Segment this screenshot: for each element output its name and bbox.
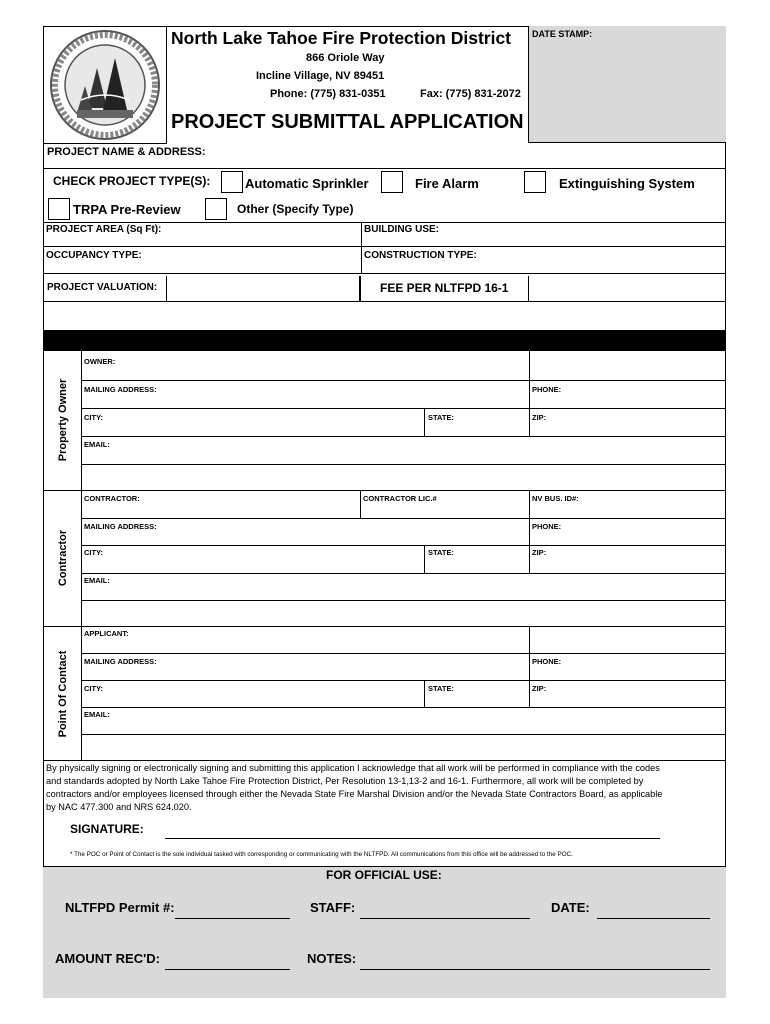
owner-email-label: EMAIL: [84,440,110,449]
owner-mailing-divider [529,381,530,409]
official-use-heading: FOR OFFICIAL USE: [326,868,442,882]
contractor-section-label: Contractor [57,529,69,587]
notes-input[interactable] [360,951,710,970]
owner-row-divider [529,351,530,381]
occupancy-label: OCCUPANCY TYPE: [46,250,142,261]
contractor-mailing-label: MAILING ADDRESS: [84,522,157,531]
poc-city-row[interactable] [82,681,726,708]
construction-label: CONSTRUCTION TYPE: [364,250,477,261]
area-label: PROJECT AREA (Sq Ft): [46,224,162,235]
other-label: Other (Specify Type) [237,202,354,216]
owner-state-divider [424,409,425,437]
contractor-label: CONTRACTOR: [84,494,140,503]
date-stamp-label: DATE STAMP: [532,29,593,39]
official-use-box [43,866,726,998]
fee-label: FEE PER NLTFPD 16-1 [380,281,509,295]
contractor-bus-divider [529,491,530,519]
poc-section-label: Point Of Contact [57,650,69,738]
owner-state-label: STATE: [428,413,454,422]
statement-line-3: contractors and/or employees licensed through either the Nevada State Fire Marshal Division and/or the Nevada State Contractors Board, as applicable [46,789,663,799]
org-address: 866 Oriole Way [306,52,385,64]
contractor-mailing-row[interactable] [82,519,726,546]
contractor-email-row[interactable] [82,574,726,601]
applicant-label: APPLICANT: [84,629,129,638]
owner-section-label: Property Owner [57,378,69,462]
date-stamp-box[interactable] [528,26,726,143]
amount-label: AMOUNT REC'D: [55,951,160,966]
poc-state-label: STATE: [428,684,454,693]
contractor-mailing-divider [529,519,530,546]
poc-mailing-label: MAILING ADDRESS: [84,657,157,666]
org-fax: Fax: (775) 831-2072 [420,88,521,100]
extinguishing-label: Extinguishing System [559,176,695,191]
other-checkbox[interactable] [205,198,227,220]
org-name: North Lake Tahoe Fire Protection District [171,28,512,48]
alarm-checkbox[interactable] [381,171,403,193]
notes-label: NOTES: [307,951,357,966]
project-name-label: PROJECT NAME & ADDRESS: [47,146,206,158]
contractor-city-row[interactable] [82,546,726,574]
permit-label: NLTFPD Permit #: [65,900,175,915]
poc-zip-label: ZIP: [532,684,547,693]
owner-city-label: CITY: [84,413,104,422]
poc-email-label: EMAIL: [84,710,110,719]
poc-email-row[interactable] [82,708,726,735]
contractor-lic-label: CONTRACTOR LIC.# [363,494,437,503]
extinguishing-checkbox[interactable] [524,171,546,193]
signature-line[interactable] [165,822,660,839]
valuation-label: PROJECT VALUATION: [47,282,158,293]
owner-zip-label: ZIP: [532,413,547,422]
owner-row[interactable] [82,351,726,381]
poc-extra-row[interactable] [82,735,726,761]
owner-email-row[interactable] [82,437,726,465]
owner-city-row[interactable] [82,409,726,437]
contractor-state-label: STATE: [428,548,454,557]
poc-phone-label: PHONE: [532,657,562,666]
org-phone: Phone: (775) 831-0351 [270,88,386,100]
contractor-state-divider [424,546,425,574]
poc-zip-divider [529,681,530,708]
valuation-input[interactable] [167,276,360,301]
applicant-row[interactable] [82,627,726,654]
building-use-label: BUILDING USE: [364,224,439,235]
statement-line-4: by NAC 477.300 and NRS 624.020. [46,802,192,812]
contractor-email-label: EMAIL: [84,576,110,585]
fee-input[interactable] [529,276,725,301]
contractor-city-label: CITY: [84,548,104,557]
alarm-label: Fire Alarm [415,176,479,191]
sprinkler-checkbox[interactable] [221,171,243,193]
statement-line-2: and standards adopted by North Lake Tahoe Fire Protection District, Per Resolution 13-1,13-2 and 16-1. Furthermore, all work will be completed by [46,776,644,786]
signature-label: SIGNATURE: [70,822,144,836]
district-seal-icon [47,28,163,142]
contractor-phone-label: PHONE: [532,522,562,531]
staff-label: STAFF: [310,900,356,915]
amount-input[interactable] [165,951,290,970]
owner-zip-divider [529,409,530,437]
trpa-checkbox[interactable] [48,198,70,220]
blank-row [43,302,726,331]
date-input[interactable] [597,900,710,919]
poc-mailing-divider [529,654,530,681]
sprinkler-label: Automatic Sprinkler [245,176,369,191]
contractor-lic-divider [360,491,361,519]
date-label: DATE: [551,900,590,915]
black-band [43,331,726,351]
poc-mailing-row[interactable] [82,654,726,681]
owner-phone-label: PHONE: [532,385,562,394]
owner-mailing-row[interactable] [82,381,726,409]
poc-state-divider [424,681,425,708]
contractor-zip-label: ZIP: [532,548,547,557]
form-title: PROJECT SUBMITTAL APPLICATION [171,111,524,133]
poc-note: * The POC or Point of Contact is the sole individual tasked with corresponding or communicating with the NLTFPD. All communications from this office will be addressed to the POC. [70,851,573,858]
applicant-divider [529,627,530,654]
staff-input[interactable] [360,900,530,919]
owner-mailing-label: MAILING ADDRESS: [84,385,157,394]
check-types-label: CHECK PROJECT TYPE(S): [53,174,211,188]
contractor-extra-row[interactable] [82,601,726,627]
statement-line-1: By physically signing or electronically signing and submitting this application I acknowledge that all work will be performed in compliance with the codes [46,763,660,773]
trpa-label: TRPA Pre-Review [73,202,181,217]
permit-input[interactable] [175,900,290,919]
org-city: Incline Village, NV 89451 [256,70,385,82]
owner-label: OWNER: [84,357,116,366]
contractor-bus-label: NV BUS. ID#: [532,494,579,503]
owner-extra-row[interactable] [82,465,726,491]
poc-city-label: CITY: [84,684,104,693]
contractor-zip-divider [529,546,530,574]
